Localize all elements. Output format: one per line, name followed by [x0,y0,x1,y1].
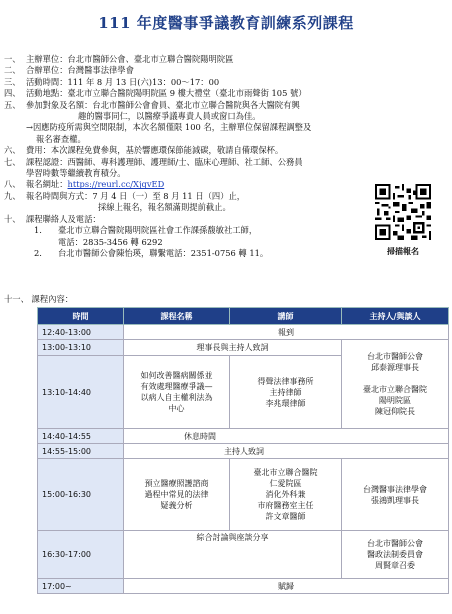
info-audience-note: →因應防疫所需與空間限制，本次名額僅限 100 名，主辦單位保留課程調整及 [26,122,312,133]
info-organizer [4,54,448,65]
time-cell: 13:10-14:40 [38,356,124,429]
info-num: 二、 [4,65,21,76]
time-cell: 12:40-13:00 [38,325,124,340]
table-row [38,531,449,579]
table-row [38,459,449,531]
info-credits [4,157,448,168]
info-num: 八、 [4,179,21,190]
info-value: 台北市醫師公會會員、臺北市立聯合醫院與各大醫院有興 [92,99,300,110]
info-value: 本次課程免費參與，基於響應環保節能減碳，敬請自備環保杯。 [50,145,284,156]
info-num: 四、 [4,88,21,99]
info-num: 三、 [4,76,21,87]
info-value: 111 年 8 月 13 日(六)13：00～17：00 [67,76,220,87]
info-num: 七、 [4,156,21,167]
header-lecturer: 講師 [230,308,342,325]
span-cell: 休息時間 [124,429,449,444]
info-num: 十、 [4,213,21,224]
info-audience [4,100,448,111]
info-value: 台北市醫師公會、臺北市立聯合醫院陽明院區 [67,54,234,64]
table-row [38,444,449,459]
section-num: 十一、 [4,294,29,304]
info-value: 7 月 4 日（一）至 8 月 11 日（四）止， [92,190,246,201]
span-cell: 報到 [124,325,449,340]
course-cell: 如何改善醫病關係並 有效處理醫療爭議— 以病人自主權利法為 中心 [124,356,230,429]
info-label: 費用： [26,145,51,156]
info-label: 報名時間與方式： [26,190,93,201]
info-audience-cont: 趣的醫事同仁，以醫療爭議專責人員或窗口為佳。 [78,111,261,122]
table-row [38,579,449,594]
host-cell: 台灣醫事法律學會 張鴻凱理事長 [342,459,449,531]
info-time [4,77,448,88]
lecturer-cell: 得聲法律事務所 主持律師 李兆環律師 [230,356,342,429]
contact-num: 1. [34,225,42,236]
contact-line: 台北市醫師公會陳怡瑛，聯繫電話：2351-0756 轉 11。 [58,247,269,258]
time-cell: 16:30-17:00 [38,531,124,579]
lecturer-cell: 臺北市立聯合醫院 仁愛院區 消化外科兼 市府醫務室主任 許文章醫師 [230,459,342,531]
course-section-heading [4,293,73,305]
time-cell: 15:00-16:30 [38,459,124,531]
info-label: 參加對象及名額： [26,99,93,110]
info-value: 台灣醫事法律學會 [67,65,134,76]
time-cell: 14:40-14:55 [38,429,124,444]
info-label: 合辦單位： [26,65,68,76]
header-host: 主持人/與談人 [342,308,449,325]
info-fee [4,145,448,156]
info-registration-cont: 採線上報名，報名額滿則提前截止。 [98,202,231,213]
schedule-table [37,307,449,594]
contact-phone: 電話：2835-3456 轉 6292 [58,236,163,247]
table-header-row [38,308,449,325]
info-num: 六、 [4,145,21,156]
time-cell: 14:55-15:00 [38,444,124,459]
table-row [38,340,449,356]
span-cell: 賦歸 [124,579,449,594]
span-cell: 主持人致詞 [124,444,449,459]
info-label: 主辦單位： [26,54,68,64]
info-credits-cont: 學習時數等繼續教育積分。 [26,168,126,179]
info-label: 活動時間： [26,76,68,87]
contact-line: 臺北市立聯合醫院陽明院區社會工作課孫馥敏社工師， [58,225,258,236]
qr-caption: 掃描報名 [387,246,419,256]
course-cell: 預立醫療照護諮商 過程中常見的法律 疑義分析 [124,459,230,531]
host-cell: 台北市醫師公會 邱泰源理事長 臺北市立聯合醫院 陽明院區 陳冠仰院長 [342,340,449,429]
course-cell: 理事長與主持人致詞 [124,340,342,356]
info-location [4,88,448,99]
info-label: 課程認證： [26,156,68,167]
info-coorganizer [4,65,448,76]
section-label: 課程內容： [31,294,74,304]
info-num: 一、 [4,54,21,64]
table-row [38,325,449,340]
header-course: 課程名稱 [124,308,230,325]
host-cell: 台北市醫師公會 醫政法制委員會 周賢章召委 [342,531,449,579]
header-time: 時間 [38,308,124,325]
info-label: 課程聯絡人及電話： [26,213,101,224]
time-cell: 17:00~ [38,579,124,594]
info-num: 五、 [4,99,21,110]
info-audience-note-cont: 報名審查權。 [36,133,86,144]
info-value: 西醫師、專科護理師、護理師/士、臨床心理師、社工師、公務員 [67,156,303,167]
course-cell: 綜合討論與座談分享 [124,531,342,579]
info-label: 報名網址： [26,179,68,190]
registration-link[interactable]: https://reurl.cc/XjqvED [67,179,165,190]
time-cell: 13:00-13:10 [38,340,124,356]
contact-num: 2. [34,247,42,258]
page-title: 111 年度醫事爭議教育訓練系列課程 [98,14,354,32]
qr-code[interactable] [375,184,431,240]
info-label: 活動地點： [26,88,68,99]
info-value: 臺北市立聯合醫院陽明院區 9 樓大禮堂（臺北市雨聲街 105 號） [67,88,307,99]
info-num: 九、 [4,190,21,201]
table-row [38,429,449,444]
